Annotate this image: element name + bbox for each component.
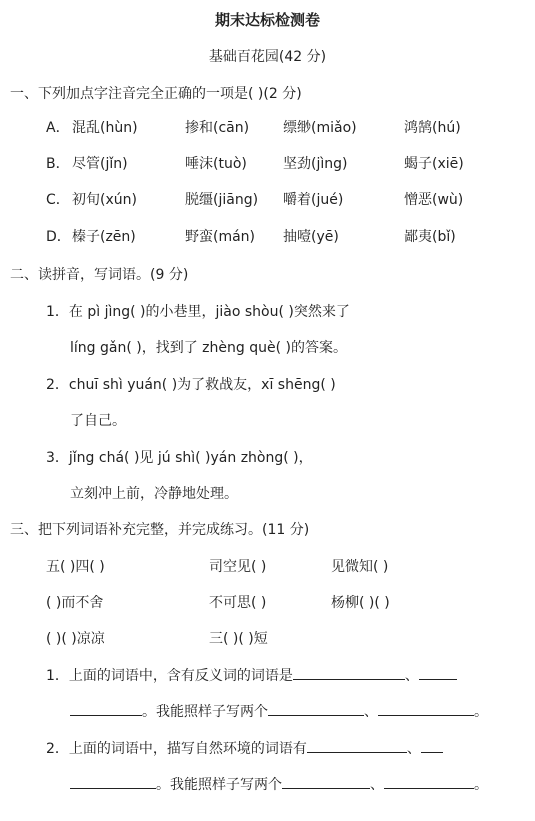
section-1-heading: 一、下列加点字注音完全正确的一项是( )(2 分)	[10, 86, 302, 102]
question-text: 3．jǐng chá( )见 jú shì( )yán zhòng( )，	[46, 450, 313, 466]
section-2-heading: 二、读拼音，写词语。(9 分)	[10, 267, 189, 283]
idiom-row	[0, 557, 535, 577]
answer-blank[interactable]	[70, 776, 156, 789]
option-item: 缥缈(miǎo)	[283, 120, 357, 136]
option-item: 唾沫(tuò)	[185, 156, 247, 172]
question-text: 立刻冲上前，冷静地处理。	[70, 486, 238, 502]
option-row-a	[0, 118, 535, 138]
option-item: 抽噎(yē)	[283, 229, 339, 245]
option-row-d	[0, 227, 535, 247]
question-text: 了自己。	[70, 413, 126, 429]
option-item: 嚼着(jué)	[283, 192, 344, 208]
idiom-blank: ( )( )凉凉	[46, 631, 105, 647]
idiom-row	[0, 593, 535, 613]
option-item: 初旬(xún)	[72, 192, 137, 208]
question-text: 2．chuī shì yuán( )为了救战友，xī shēng( )	[46, 377, 336, 393]
option-letter: D．	[46, 229, 71, 245]
idiom-blank: 不可思( )	[209, 595, 267, 611]
answer-blank[interactable]	[307, 740, 407, 753]
option-item: 鸿鹄(hú)	[404, 120, 461, 136]
option-row-c	[0, 190, 535, 210]
option-item: 混乱(hùn)	[72, 120, 138, 136]
question-text: líng gǎn( )，找到了 zhèng què( )的答案。	[70, 340, 347, 356]
option-item: 尽管(jǐn)	[72, 156, 128, 172]
option-item: 脱缰(jiāng)	[185, 192, 259, 208]
answer-blank[interactable]	[421, 740, 443, 753]
idiom-blank: 司空见( )	[209, 559, 267, 575]
option-item: 憎恶(wù)	[404, 192, 464, 208]
question-text: 。我能照样子写两个 、 。	[70, 776, 488, 794]
answer-blank[interactable]	[419, 667, 457, 680]
option-item: 坚劲(jìng)	[283, 156, 348, 172]
answer-blank[interactable]	[282, 776, 370, 789]
option-letter: B．	[46, 156, 70, 172]
question-text: 。我能照样子写两个 、 。	[70, 703, 488, 721]
idiom-blank: 见微知( )	[331, 559, 389, 575]
answer-blank[interactable]	[70, 703, 142, 716]
option-item: 榛子(zēn)	[72, 229, 136, 245]
question-text: 1．上面的词语中，含有反义词的词语是 、	[46, 667, 457, 685]
idiom-blank: ( )而不舍	[46, 595, 104, 611]
option-item: 鄙夷(bǐ)	[404, 229, 456, 245]
idiom-blank: 杨柳( )( )	[331, 595, 390, 611]
answer-blank[interactable]	[378, 703, 474, 716]
option-letter: A．	[46, 120, 70, 136]
answer-blank[interactable]	[384, 776, 474, 789]
idiom-blank: 三( )( )短	[209, 631, 268, 647]
option-item: 野蛮(mán)	[185, 229, 256, 245]
idiom-row	[0, 629, 535, 649]
option-item: 掺和(cān)	[185, 120, 250, 136]
option-letter: C．	[46, 192, 70, 208]
idiom-blank: 五( )四( )	[46, 559, 105, 575]
answer-blank[interactable]	[268, 703, 364, 716]
option-row-b	[0, 154, 535, 174]
section-3-heading: 三、把下列词语补充完整，并完成练习。(11 分)	[10, 522, 310, 538]
question-text: 1．在 pì jìng( )的小巷里，jiào shòu( )突然来了	[46, 304, 350, 320]
section-subtitle: 基础百花园(42 分)	[208, 49, 327, 65]
page-title: 期末达标检测卷	[214, 11, 320, 29]
question-text: 2．上面的词语中，描写自然环境的词语有 、	[46, 740, 443, 758]
answer-blank[interactable]	[293, 667, 405, 680]
option-item: 蝎子(xiē)	[404, 156, 464, 172]
